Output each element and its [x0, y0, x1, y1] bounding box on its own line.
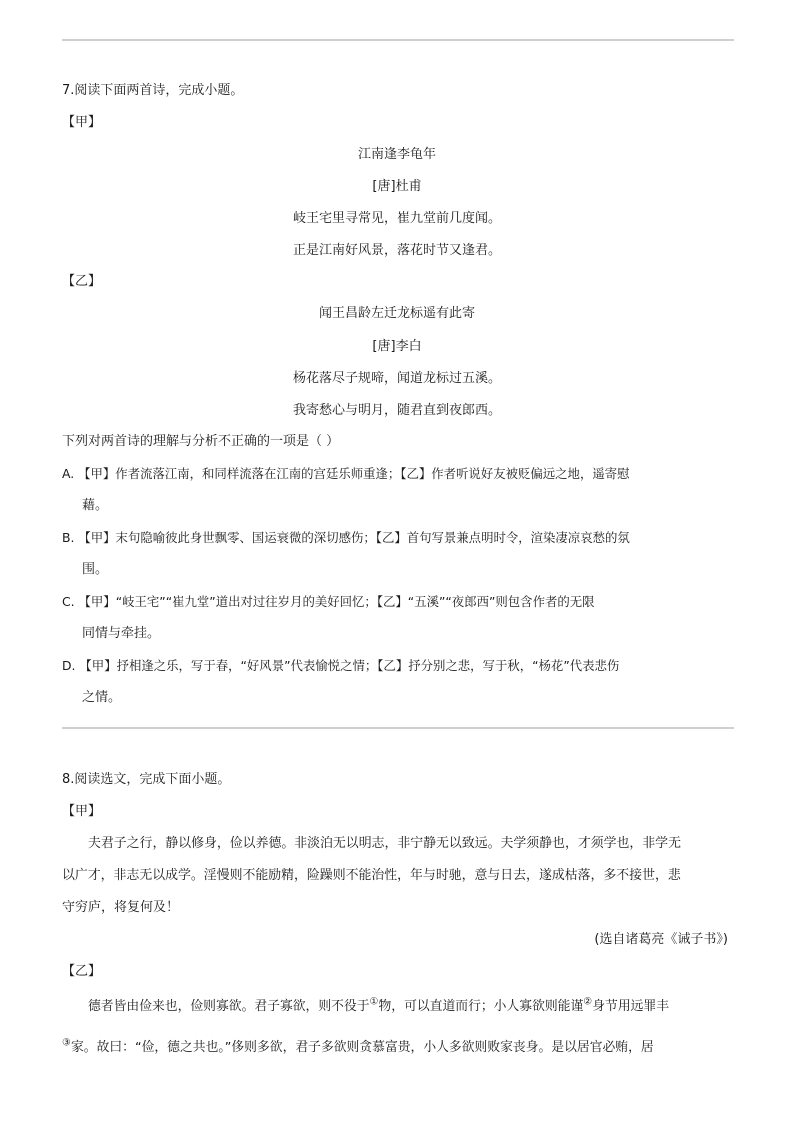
option-a-line1: A. 【甲】作者流落江南，和同样流落在江南的宫廷乐师重逢；【乙】作者听说好友被贬偏远之地，遥寄慰 — [62, 466, 630, 481]
q7-label-jia: 【甲】 — [62, 115, 102, 130]
poem1-line1: 岐王宅里寻常见，崔九堂前几度闻。 — [292, 211, 501, 226]
jia-text-line1: 夫君子之行，静以修身，俭以养德。非淡泊无以明志，非宁静无以致远。夫学须静也，才须学也，非学无 — [88, 836, 681, 851]
q7-label-yi: 【乙】 — [62, 274, 102, 289]
q7-question: 下列对两首诗的理解与分析不正确的一项是（ ） — [62, 434, 340, 449]
poem2-line2: 我寄愁心与明月，随君直到夜郎西。 — [292, 403, 501, 418]
yi-text-line1 — [88, 998, 669, 1016]
q8-label-yi: 【乙】 — [62, 964, 102, 979]
option-d-line2: 之情。 — [82, 690, 122, 705]
yi-text-segment: 家。故曰：“俭，德之共也。”侈则多欲，君子多欲则贪慕富贵，小人多欲则败家丧身。是以居官必贿，居 — [70, 1040, 654, 1055]
poem1-title: 江南逢李龟年 — [357, 147, 436, 162]
section-divider — [62, 727, 734, 729]
yi-text-line2 — [62, 1039, 654, 1057]
poem2-author: [唐]李白 — [372, 339, 422, 354]
option-b-line1: B. 【甲】末句隐喻彼此身世飘零、国运衰微的深切感伤；【乙】首句写景兼点明时令，渲染凄凉哀愁的氛 — [62, 530, 630, 545]
q7-intro: 7.阅读下面两首诗，完成小题。 — [62, 83, 244, 98]
option-d-line1: D. 【甲】抒相逢之乐，写于春，“好风景”代表愉悦之情；【乙】抒分别之悲，写于秋，“杨花”代表悲伤 — [62, 658, 620, 673]
poem1-line2: 正是江南好风景，落花时节又逢君。 — [292, 243, 501, 258]
poem2-line1: 杨花落尽子规啼，闻道龙标过五溪。 — [292, 371, 501, 386]
q8-label-jia: 【甲】 — [62, 804, 102, 819]
jia-source: (选自诸葛亮《诫子书》) — [594, 932, 728, 947]
option-a-line2: 藉。 — [82, 498, 109, 513]
yi-text-segment: 物，可以直道而行；小人寡欲则能谨 — [378, 999, 584, 1014]
footnote-marker-2: ② — [583, 996, 593, 1008]
yi-text-segment: 身节用远罪丰 — [592, 999, 669, 1014]
jia-text-line2: 以广才，非志无以成学。淫慢则不能励精，险躁则不能治性，年与时驰，意与日去，遂成枯落，多不接世，悲 — [62, 868, 681, 883]
jia-text-line3: 守穷庐，将复何及！ — [62, 900, 180, 915]
poem1-author: [唐]杜甫 — [372, 179, 422, 194]
q8-intro: 8.阅读选文，完成下面小题。 — [62, 772, 231, 787]
footnote-marker-1: ① — [369, 996, 379, 1008]
option-c-line2: 同情与牵挂。 — [82, 626, 161, 641]
poem2-title: 闻王昌龄左迁龙标遥有此寄 — [318, 306, 475, 321]
option-c-line1: C. 【甲】“岐王宅”“崔九堂”道出对过往岁月的美好回忆；【乙】“五溪”“夜郎西”则包含作者的无限 — [62, 594, 595, 609]
option-b-line2: 围。 — [82, 562, 109, 577]
yi-text-segment: 德者皆由俭来也，俭则寡欲。君子寡欲，则不役于 — [88, 999, 370, 1014]
footnote-marker-3: ③ — [62, 1037, 71, 1049]
top-divider — [62, 39, 734, 41]
